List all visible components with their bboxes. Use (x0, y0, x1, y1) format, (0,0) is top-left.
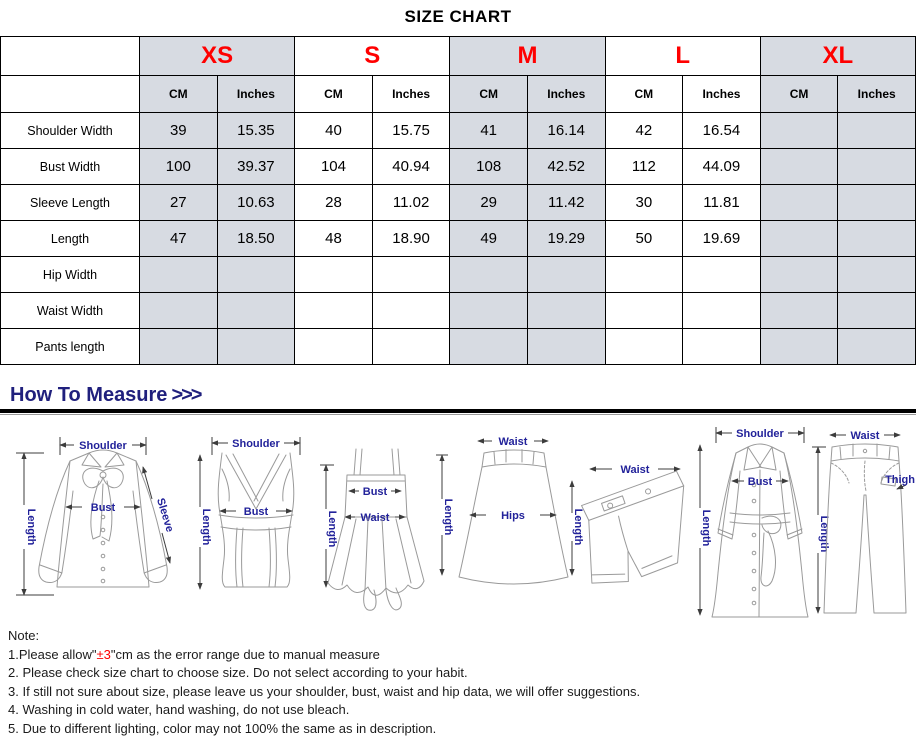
value-cell: 39.37 (217, 149, 295, 185)
how-to-measure-text: How To Measure (10, 384, 168, 406)
value-cell: 42.52 (527, 149, 605, 185)
value-cell (683, 329, 761, 365)
size-column-header-l: L (605, 37, 760, 76)
value-cell: 100 (140, 149, 218, 185)
table-row (1, 329, 916, 365)
inches-header-m: Inches (527, 76, 605, 113)
value-cell: 18.90 (372, 221, 450, 257)
size-column-header-s: S (295, 37, 450, 76)
value-cell (838, 113, 916, 149)
coat-bust-label: Bust (747, 476, 773, 488)
table-row (1, 293, 916, 329)
value-cell: 16.14 (527, 113, 605, 149)
value-cell (838, 185, 916, 221)
value-cell (838, 257, 916, 293)
value-cell (527, 257, 605, 293)
measurement-row-label: Length (1, 221, 140, 257)
dress-waist-label: Waist (360, 512, 390, 524)
value-cell (295, 257, 373, 293)
value-cell (450, 329, 528, 365)
note-line-2: 2. Please check size chart to choose size. Do not select according to your habit. (8, 665, 468, 680)
inches-header-l: Inches (683, 76, 761, 113)
blouse-sleeve-label: Sleeve (154, 496, 176, 534)
value-cell (527, 293, 605, 329)
value-cell: 19.69 (683, 221, 761, 257)
coat-length-label: Length (700, 509, 712, 547)
value-cell (760, 257, 838, 293)
notes-label: Note: (8, 628, 40, 643)
how-to-measure-heading (10, 384, 916, 406)
value-cell: 41 (450, 113, 528, 149)
value-cell (760, 149, 838, 185)
corner-cell (1, 76, 140, 113)
pants-length-label: Length (818, 515, 830, 553)
error-range-highlight: ±3 (96, 646, 111, 662)
value-cell: 49 (450, 221, 528, 257)
tank-bust-label: Bust (243, 506, 269, 518)
cm-header-xl: CM (760, 76, 838, 113)
measurement-row-label: Waist Width (1, 293, 140, 329)
value-cell (295, 329, 373, 365)
measure-figures (0, 417, 916, 623)
note-line-5: 5. Due to different lighting, color may not 100% the same as in description. (8, 720, 437, 736)
table-row (1, 257, 916, 293)
measurement-row-label: Hip Width (1, 257, 140, 293)
value-cell (605, 293, 683, 329)
divider-rule (0, 409, 916, 413)
blouse-bust-label: Bust (90, 502, 116, 514)
value-cell (295, 293, 373, 329)
shorts-length-label: Length (572, 508, 584, 546)
value-cell: 39 (140, 113, 218, 149)
size-chart-table (0, 36, 916, 365)
value-cell (217, 329, 295, 365)
divider-rule-shadow (0, 414, 916, 415)
notes-section (8, 627, 916, 738)
value-cell: 27 (140, 185, 218, 221)
size-column-header-m: M (450, 37, 605, 76)
cm-header-s: CM (295, 76, 373, 113)
value-cell (372, 293, 450, 329)
value-cell: 50 (605, 221, 683, 257)
value-cell (683, 257, 761, 293)
size-chart-head (1, 37, 916, 113)
value-cell: 104 (295, 149, 373, 185)
value-cell: 11.81 (683, 185, 761, 221)
table-row (1, 185, 916, 221)
value-cell (140, 329, 218, 365)
cm-header-l: CM (605, 76, 683, 113)
value-cell (140, 293, 218, 329)
value-cell (760, 113, 838, 149)
heading-arrows-icon: >>> (171, 384, 201, 406)
value-cell: 29 (450, 185, 528, 221)
figure-pants (812, 430, 915, 613)
cm-header-m: CM (450, 76, 528, 113)
skirt-length-label: Length (442, 498, 454, 536)
size-column-header-xs: XS (140, 37, 295, 76)
coat-shoulder-label: Shoulder (736, 428, 784, 440)
blouse-shoulder-label: Shoulder (79, 440, 127, 452)
figure-blouse (16, 437, 176, 595)
inches-header-xs: Inches (217, 76, 295, 113)
table-row (1, 221, 916, 257)
figure-coat (700, 427, 808, 617)
measurement-row-label: Bust Width (1, 149, 140, 185)
shorts-waist-label: Waist (620, 464, 650, 476)
value-cell: 16.54 (683, 113, 761, 149)
value-cell: 11.02 (372, 185, 450, 221)
value-cell (760, 329, 838, 365)
blouse-length-label: Length (25, 508, 37, 546)
measurement-row-label: Pants length (1, 329, 140, 365)
value-cell (838, 221, 916, 257)
value-cell: 40.94 (372, 149, 450, 185)
value-cell (217, 257, 295, 293)
tank-shoulder-label: Shoulder (232, 438, 280, 450)
value-cell (760, 293, 838, 329)
value-cell (760, 221, 838, 257)
value-cell: 48 (295, 221, 373, 257)
dress-length-label: Length (326, 510, 338, 548)
corner-cell (1, 37, 140, 76)
size-chart-body (1, 113, 916, 365)
value-cell (217, 293, 295, 329)
cm-header-xs: CM (140, 76, 218, 113)
table-row (1, 113, 916, 149)
pants-waist-label: Waist (850, 430, 880, 442)
value-cell: 18.50 (217, 221, 295, 257)
figure-tank-top (200, 437, 300, 589)
value-cell (450, 257, 528, 293)
value-cell (838, 293, 916, 329)
value-cell (838, 329, 916, 365)
pants-thigh-label: Thigh (885, 474, 915, 486)
note-line-1: 1.Please allow"±3"cm as the error range due to manual measure (8, 646, 380, 662)
value-cell (605, 329, 683, 365)
figure-skirt (436, 436, 568, 584)
note-line-3: 3. If still not sure about size, please leave us your shoulder, bust, waist and hip data, we will offer suggestions. (8, 683, 641, 699)
unit-header-row (1, 76, 916, 113)
value-cell: 15.75 (372, 113, 450, 149)
value-cell: 10.63 (217, 185, 295, 221)
measurement-row-label: Sleeve Length (1, 185, 140, 221)
tank-length-label: Length (200, 508, 212, 546)
value-cell: 40 (295, 113, 373, 149)
value-cell: 28 (295, 185, 373, 221)
value-cell (605, 257, 683, 293)
value-cell: 47 (140, 221, 218, 257)
size-header-row (1, 37, 916, 76)
measurement-row-label: Shoulder Width (1, 113, 140, 149)
size-column-header-xl: XL (760, 37, 915, 76)
value-cell (450, 293, 528, 329)
value-cell (372, 257, 450, 293)
skirt-hips-label: Hips (501, 510, 525, 522)
dress-bust-label: Bust (362, 486, 388, 498)
inches-header-xl: Inches (838, 76, 916, 113)
value-cell (527, 329, 605, 365)
value-cell: 42 (605, 113, 683, 149)
figure-dress (320, 449, 424, 610)
page-title: SIZE CHART (404, 7, 512, 26)
value-cell (140, 257, 218, 293)
figure-shorts (572, 464, 701, 589)
value-cell (760, 185, 838, 221)
value-cell: 15.35 (217, 113, 295, 149)
skirt-waist-label: Waist (498, 436, 528, 448)
value-cell (683, 293, 761, 329)
note-line-4: 4. Washing in cold water, hand washing, do not use bleach. (8, 702, 350, 717)
value-cell: 30 (605, 185, 683, 221)
value-cell: 44.09 (683, 149, 761, 185)
value-cell: 112 (605, 149, 683, 185)
value-cell (372, 329, 450, 365)
inches-header-s: Inches (372, 76, 450, 113)
value-cell (838, 149, 916, 185)
table-row (1, 149, 916, 185)
value-cell: 11.42 (527, 185, 605, 221)
value-cell: 108 (450, 149, 528, 185)
value-cell: 19.29 (527, 221, 605, 257)
